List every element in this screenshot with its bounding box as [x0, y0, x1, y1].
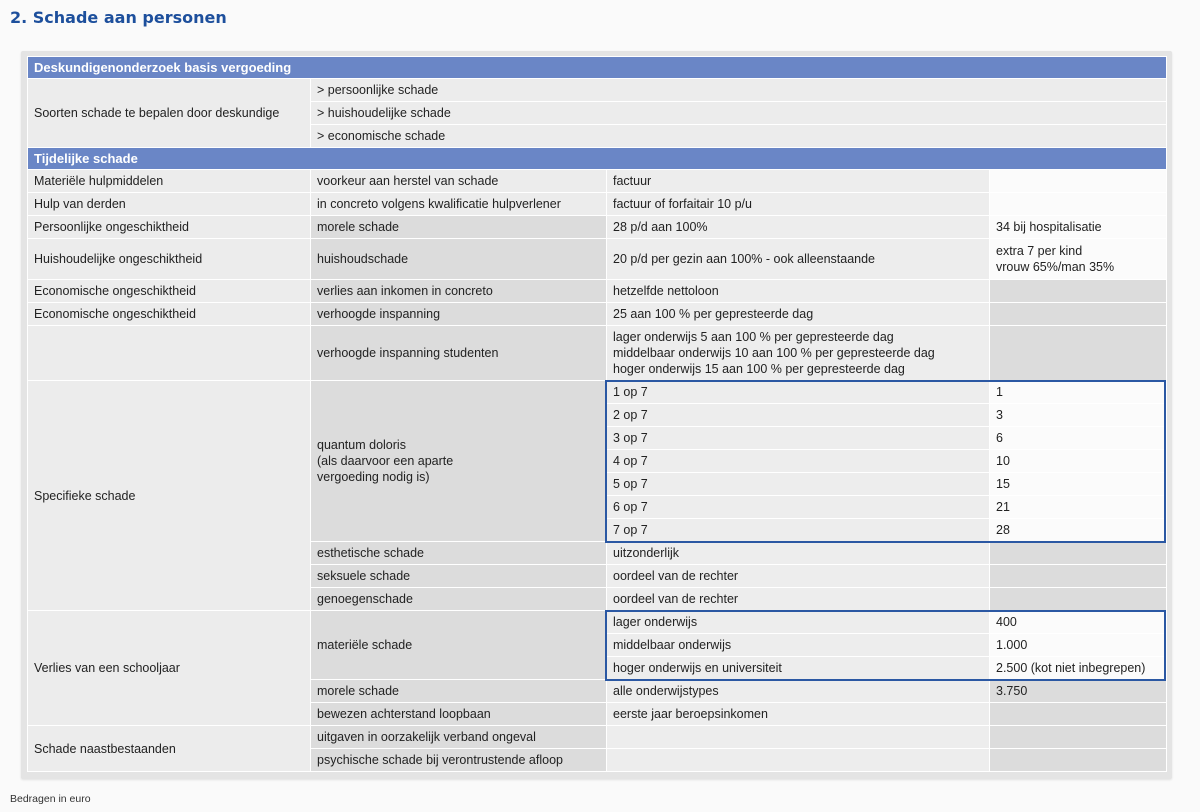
row-value: uitzonderlijk	[607, 542, 990, 565]
section-header	[28, 57, 1167, 79]
row-type: bewezen achterstand loopbaan	[311, 703, 607, 726]
row-value: factuur	[607, 170, 990, 193]
studenten-line: hoger onderwijs 15 aan 100 % per gepresteerde dag	[613, 362, 905, 376]
quantum-amount: 15	[990, 473, 1167, 496]
schooljaar-label: Verlies van een schooljaar	[28, 611, 311, 726]
onderwijs-type: hoger onderwijs en universiteit	[607, 657, 990, 680]
table-row	[28, 303, 1167, 326]
quantum-degree: 1 op 7	[607, 381, 990, 404]
onderwijs-type: middelbaar onderwijs	[607, 634, 990, 657]
footnote: Bedragen in euro	[10, 793, 91, 805]
row-type: verlies aan inkomen in concreto	[311, 280, 607, 303]
quantum-amount: 3	[990, 404, 1167, 427]
table-row	[28, 726, 1167, 749]
basis-label: Soorten schade te bepalen door deskundige	[28, 79, 311, 148]
row-value: hetzelfde nettoloon	[607, 280, 990, 303]
row-extra	[990, 170, 1167, 193]
row-extra-line: vrouw 65%/man 35%	[996, 260, 1115, 274]
quantum-amount: 1	[990, 381, 1167, 404]
table-row	[28, 170, 1167, 193]
quantum-label	[311, 381, 607, 542]
quantum-amount: 6	[990, 427, 1167, 450]
row-label: Hulp van derden	[28, 193, 311, 216]
row-extra	[990, 280, 1167, 303]
basis-item: > economische schade	[311, 125, 1167, 148]
table-row	[28, 216, 1167, 239]
row-extra	[990, 239, 1167, 280]
row-value: factuur of forfaitair 10 p/u	[607, 193, 990, 216]
quantum-degree: 3 op 7	[607, 427, 990, 450]
quantum-degree: 2 op 7	[607, 404, 990, 427]
table-row	[28, 381, 1167, 404]
specifiek-label: Specifieke schade	[28, 381, 311, 611]
damage-table	[27, 56, 1167, 772]
row-extra	[990, 588, 1167, 611]
row-extra	[990, 565, 1167, 588]
row-type: uitgaven in oorzakelijk verband ongeval	[311, 726, 607, 749]
table-row	[28, 193, 1167, 216]
row-extra	[990, 326, 1167, 381]
row-value	[607, 726, 990, 749]
row-type: verhoogde inspanning	[311, 303, 607, 326]
row-extra	[990, 193, 1167, 216]
studenten-line: lager onderwijs 5 aan 100 % per gepresteerde dag	[613, 330, 894, 344]
quantum-degree: 7 op 7	[607, 519, 990, 542]
row-extra	[990, 303, 1167, 326]
section-header	[28, 148, 1167, 170]
row-label: Persoonlijke ongeschiktheid	[28, 216, 311, 239]
row-value: 25 aan 100 % per gepresteerde dag	[607, 303, 990, 326]
onderwijs-type: lager onderwijs	[607, 611, 990, 634]
row-value: 20 p/d per gezin aan 100% - ook alleenstaande	[607, 239, 990, 280]
quantum-degree: 4 op 7	[607, 450, 990, 473]
quantum-amount: 21	[990, 496, 1167, 519]
row-value	[607, 326, 990, 381]
section-header-tijdelijk: Tijdelijke schade	[28, 148, 1167, 170]
row-type: verhoogde inspanning studenten	[311, 326, 607, 381]
row-type: in concreto volgens kwalificatie hulpverlener	[311, 193, 607, 216]
naastbestaanden-label: Schade naastbestaanden	[28, 726, 311, 772]
quantum-degree: 6 op 7	[607, 496, 990, 519]
row-extra	[990, 726, 1167, 749]
quantum-degree: 5 op 7	[607, 473, 990, 496]
table-row	[28, 326, 1167, 381]
row-type: genoegenschade	[311, 588, 607, 611]
quantum-label-line: (als daarvoor een aparte	[317, 454, 454, 468]
row-type: voorkeur aan herstel van schade	[311, 170, 607, 193]
row-value: eerste jaar beroepsinkomen	[607, 703, 990, 726]
quantum-label-line: quantum doloris	[317, 438, 406, 452]
row-type: huishoudschade	[311, 239, 607, 280]
row-extra	[990, 749, 1167, 772]
row-type: morele schade	[311, 216, 607, 239]
table-row	[28, 239, 1167, 280]
page-title: 2. Schade aan personen	[10, 8, 227, 27]
row-type: psychische schade bij verontrustende afloop	[311, 749, 607, 772]
onderwijs-amount: 1.000	[990, 634, 1167, 657]
row-label	[28, 326, 311, 381]
onderwijs-amount: 400	[990, 611, 1167, 634]
section-header-basis: Deskundigenonderzoek basis vergoeding	[28, 57, 1167, 79]
row-extra	[990, 542, 1167, 565]
row-value: oordeel van de rechter	[607, 565, 990, 588]
row-label: Materiële hulpmiddelen	[28, 170, 311, 193]
row-value: alle onderwijstypes	[607, 680, 990, 703]
row-label: Huishoudelijke ongeschiktheid	[28, 239, 311, 280]
studenten-line: middelbaar onderwijs 10 aan 100 % per gepresteerde dag	[613, 346, 935, 360]
basis-item: > persoonlijke schade	[311, 79, 1167, 102]
row-label: Economische ongeschiktheid	[28, 303, 311, 326]
quantum-amount: 10	[990, 450, 1167, 473]
table-row	[28, 280, 1167, 303]
row-type: seksuele schade	[311, 565, 607, 588]
row-type: esthetische schade	[311, 542, 607, 565]
row-value: 28 p/d aan 100%	[607, 216, 990, 239]
row-extra	[990, 703, 1167, 726]
row-type: morele schade	[311, 680, 607, 703]
row-label: Economische ongeschiktheid	[28, 280, 311, 303]
materieel-label: materiële schade	[311, 611, 607, 680]
row-value: oordeel van de rechter	[607, 588, 990, 611]
onderwijs-amount: 2.500 (kot niet inbegrepen)	[990, 657, 1167, 680]
row-extra-line: extra 7 per kind	[996, 244, 1083, 258]
row-extra: 34 bij hospitalisatie	[990, 216, 1167, 239]
quantum-amount: 28	[990, 519, 1167, 542]
table-row	[28, 611, 1167, 634]
quantum-label-line: vergoeding nodig is)	[317, 470, 430, 484]
basis-item: > huishoudelijke schade	[311, 102, 1167, 125]
row-extra: 3.750	[990, 680, 1167, 703]
row-value	[607, 749, 990, 772]
